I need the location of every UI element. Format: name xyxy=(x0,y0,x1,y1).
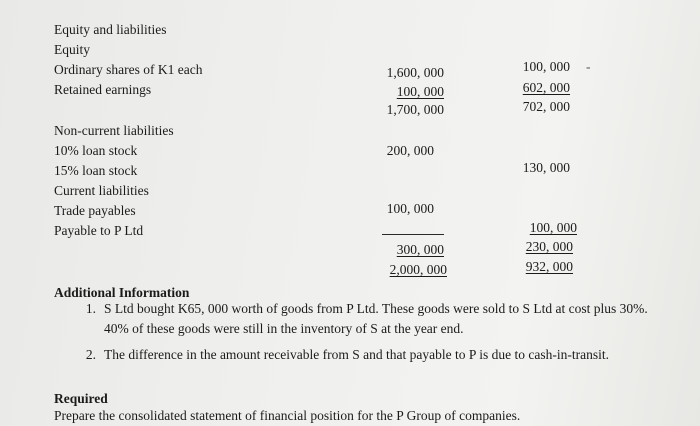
additional-item-number: 1. xyxy=(85,301,96,316)
additional-item-text: S Ltd bought K65, 000 worth of goods from P Ltd. These goods were sold to S Ltd at cost plus 30%. 40% of these goods were still in the inventory of S at the year end. xyxy=(104,301,648,336)
col1-ordinary-shares: 1,600, 000 xyxy=(386,65,444,80)
col1-loan-stock-10: 200, 000 xyxy=(386,143,434,158)
col2-payable-to-p: 100, 000 xyxy=(529,220,577,235)
label-loan-stock-15: 15% loan stock xyxy=(54,163,138,178)
label-payable-to-p: Payable to P Ltd xyxy=(54,223,144,238)
label-retained-earnings: Retained earnings xyxy=(54,82,152,97)
col2-ordinary-shares: 100, 000 xyxy=(522,59,570,74)
col2-equity-total: 702, 000 xyxy=(522,99,570,114)
required-heading: Required xyxy=(54,391,108,406)
required-text: Prepare the consolidated statement of financial position for the P Group of companies. xyxy=(54,408,521,423)
col2-loan-stock-15: 130, 000 xyxy=(522,160,570,175)
col1-rule xyxy=(382,234,444,235)
col1-retained-earnings: 100, 000 xyxy=(396,84,444,99)
col1-current-liabilities-total: 300, 000 xyxy=(396,242,444,257)
additional-item-text: The difference in the amount receivable from S and that payable to P is due to cash-in-transit. xyxy=(104,347,609,362)
col2-grand-total: 932, 000 xyxy=(525,259,573,274)
label-loan-stock-10: 10% loan stock xyxy=(54,143,138,158)
label-non-current-liabilities: Non-current liabilities xyxy=(54,123,174,138)
heading-equity-liabilities: Equity and liabilities xyxy=(54,22,167,37)
label-equity: Equity xyxy=(54,42,90,57)
label-trade-payables: Trade payables xyxy=(54,203,136,218)
label-ordinary-shares: Ordinary shares of K1 each xyxy=(54,62,203,77)
col1-grand-total: 2,000, 000 xyxy=(389,262,447,277)
col2-current-liabilities-total: 230, 000 xyxy=(525,239,573,254)
col1-trade-payables: 100, 000 xyxy=(386,201,434,216)
additional-item-number: 2. xyxy=(85,347,96,362)
col1-equity-total: 1,700, 000 xyxy=(386,102,444,117)
additional-information-heading: Additional Information xyxy=(54,285,190,300)
col2-dash-mark: - xyxy=(586,59,591,74)
label-current-liabilities: Current liabilities xyxy=(54,183,149,198)
col2-retained-earnings: 602, 000 xyxy=(522,80,570,95)
